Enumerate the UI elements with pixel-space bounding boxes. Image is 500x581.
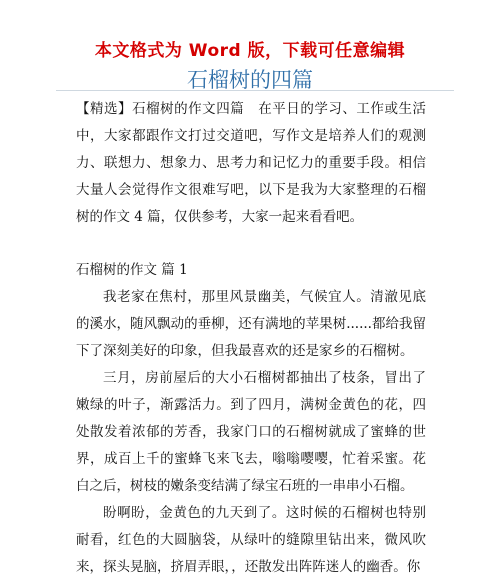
page-title: 石榴树的四篇 <box>187 68 313 92</box>
body-paragraph-2: 三月，房前屋后的大小石榴树都抽出了枝条，冒出了嫩绿的叶子，渐露活力。到了四月，满树金黄色的花，四处散发着浓郁的芳香，我家门口的石榴树就成了蜜蜂的世界，成百上千的蜜蜂飞来飞去，嗡嗡嘤嘤，忙着采蜜。花白之后，树枝的嫩条变结满了绿宝石班的一串串小石榴。 <box>76 370 426 494</box>
body-paragraph-1: 我老家在焦村，那里风景幽美，气候宜人。清澈见底的溪水，随风飘动的垂柳，还有满地的苹果树......都给我留下了深刻美好的印象，但我最喜欢的还是家乡的石榴树。 <box>76 289 426 359</box>
section-heading: 石榴树的作文 篇 1 <box>76 262 188 278</box>
title-divider <box>56 90 454 91</box>
intro-paragraph: 【精选】石榴树的作文四篇 在平日的学习、工作或生活中，大家都跟作文打过交道吧，写作文是培养人们的观测力、联想力、想象力、思考力和记忆力的重要手段。相信大量人会觉得作文很难写吧，以下是我为大家整理的石榴树的作文 4 篇，仅供参考，大家一起来看看吧。 <box>76 101 426 225</box>
download-banner: 本文格式为 Word 版，下载可任意编辑 <box>94 41 406 61</box>
document-body <box>76 96 426 581</box>
body-paragraph-3: 盼啊盼，金黄色的九天到了。这时候的石榴树也特别耐看，红色的大圆脑袋，从绿叶的缝隙里钻出来，微风吹来，探头晃脑，挤眉弄眼，，还散发出阵阵迷人的幽香。你 <box>76 505 426 575</box>
